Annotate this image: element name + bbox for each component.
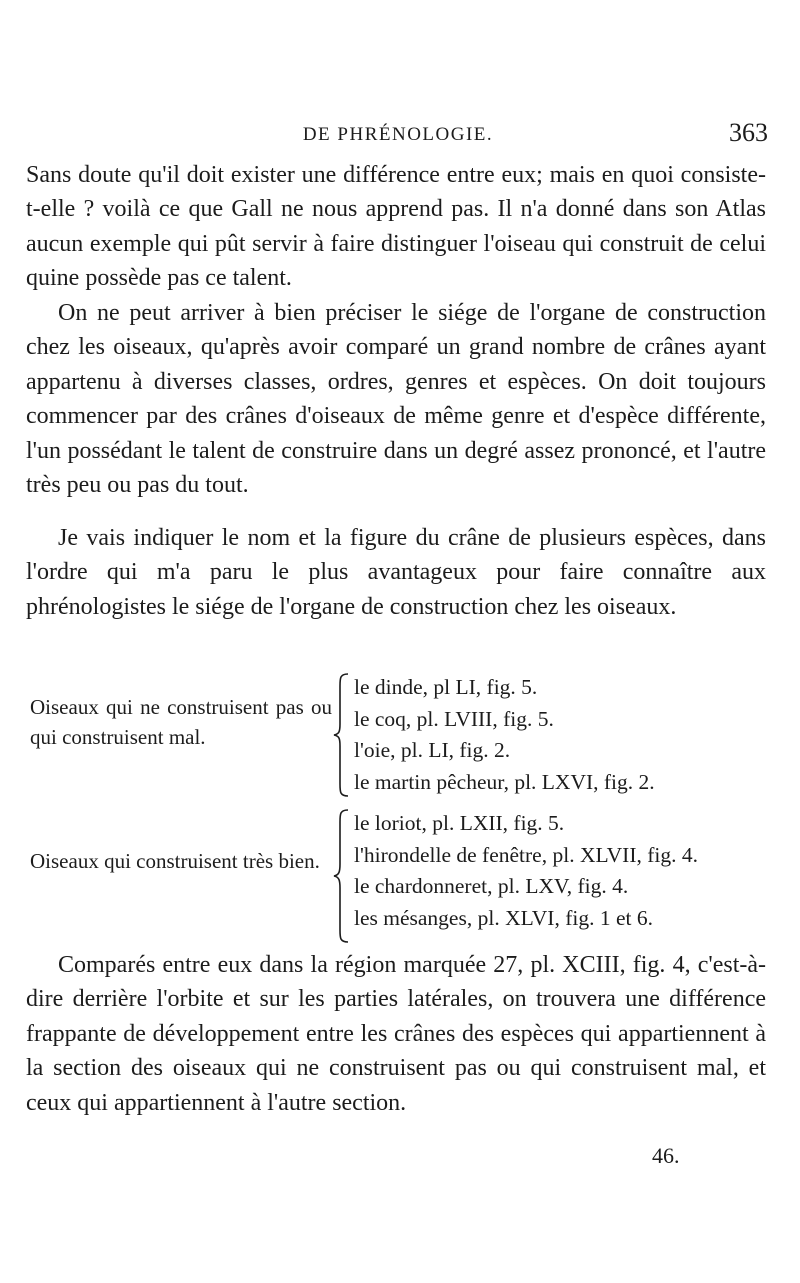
species-entry: l'hirondelle de fenêtre, pl. XLVII, fig. 4.: [354, 842, 698, 867]
paragraph: Je vais indiquer le nom et la figure du crâne de plusieurs espèces, dans l'ordre qui m'a paru le plus avantageux pour faire connaître aux phrénologistes le siége de l'organe de construction chez les oiseaux.: [26, 525, 766, 620]
signature-mark: 46.: [652, 1143, 680, 1168]
species-group-builders: [26, 808, 786, 944]
species-entry: le martin pêcheur, pl. LXVI, fig. 2.: [354, 769, 655, 794]
species-entry: les mésanges, pl. XLVI, fig. 1 et 6.: [354, 905, 653, 930]
species-group-non-builders: [26, 672, 786, 798]
species-entry: le loriot, pl. LXII, fig. 5.: [354, 811, 565, 835]
species-entry: le coq, pl. LVIII, fig. 5.: [354, 706, 554, 731]
species-list: [354, 808, 794, 934]
species-entry: l'oie, pl. LI, fig. 2.: [354, 738, 511, 762]
curly-brace-icon: [332, 672, 352, 798]
group-label: Oiseaux qui construisent très bien.: [30, 849, 320, 873]
paragraph: Sans doute qu'il doit exister une différence entre eux; mais en quoi consiste-t-elle ? voilà ce que Gall ne nous apprend pas. Il n'a donné dans son Atlas aucun exemple qui pût servir à faire distinguer l'oiseau qui construit de celui quine possède pas ce talent.: [26, 162, 766, 292]
curly-brace-icon: [332, 808, 352, 944]
species-entry: le dinde, pl LI, fig. 5.: [354, 675, 538, 699]
running-title: DE PHRÉNOLOGIE.: [302, 124, 494, 145]
species-list: [354, 672, 794, 798]
species-entry: le chardonneret, pl. LXV, fig. 4.: [354, 874, 629, 898]
running-head: [28, 118, 768, 154]
paragraph: On ne peut arriver à bien préciser le siége de l'organe de construction chez les oiseaux, qu'après avoir comparé un grand nombre de crânes ayant appartenu à diverses classes, ordres, genres et espèces. On doit toujours commencer par des crânes d'oiseaux de même genre et d'espèce différente, l'un possédant le talent de construire dans un degré assez prononcé, et l'autre très peu ou pas du tout.: [26, 300, 766, 499]
group-label: Oiseaux qui ne construisent pas ou qui construisent mal.: [30, 695, 332, 749]
paragraph: Comparés entre eux dans la région marquée 27, pl. XCIII, fig. 4, c'est-à-dire derrière l'orbite et sur les parties latérales, on trouvera une différence frappante de développement entre les crânes des espèces qui appartiennent à la section des oiseaux qui ne construisent pas ou qui construisent mal, et ceux qui appartiennent à l'autre section.: [26, 952, 766, 1116]
page-number: 363: [729, 118, 768, 147]
